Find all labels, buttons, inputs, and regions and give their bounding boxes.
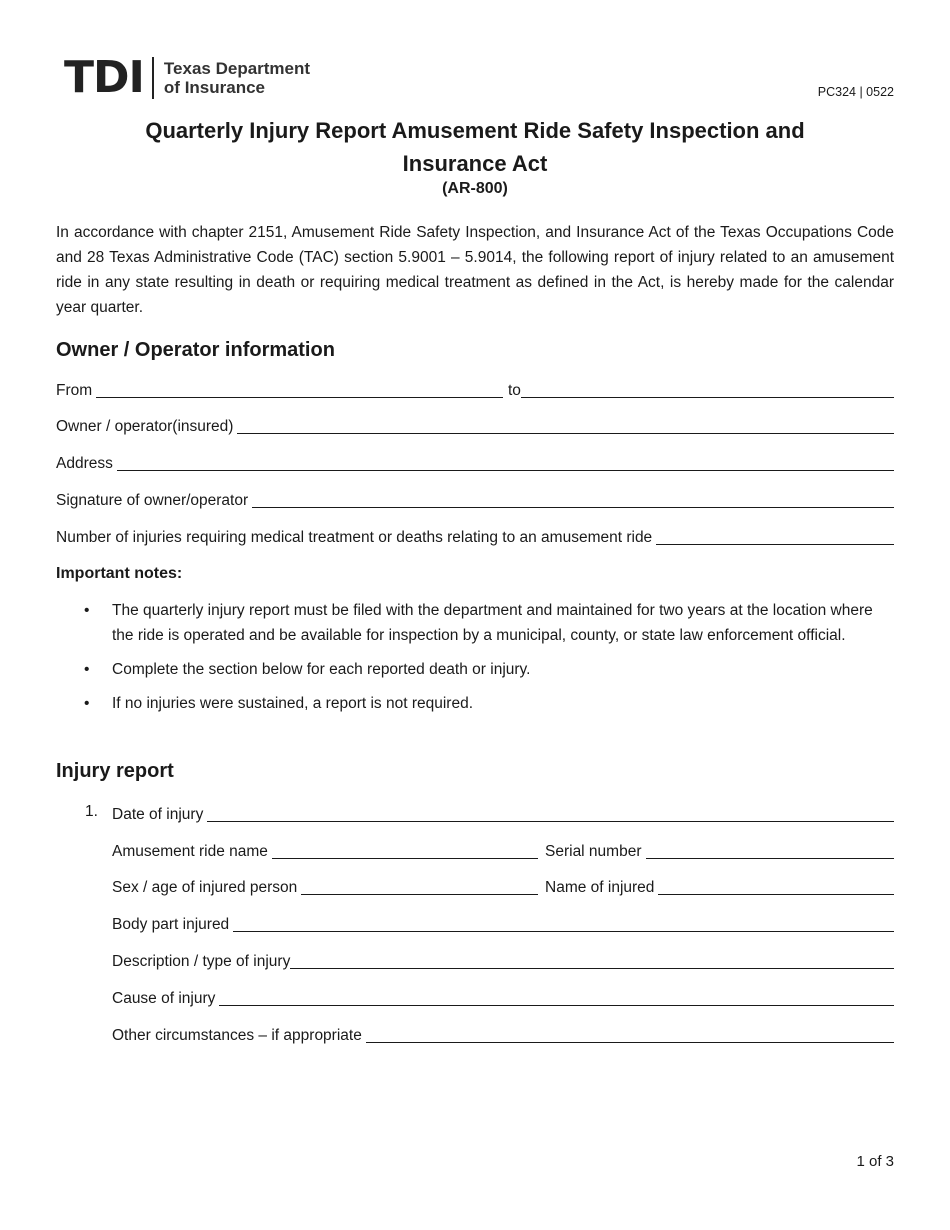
note-item (56, 657, 894, 682)
note-item (56, 598, 894, 648)
notes-list (56, 598, 894, 725)
other-circumstances-field (112, 1024, 894, 1046)
address-label: Address (56, 455, 113, 472)
to-input[interactable] (521, 382, 894, 398)
description-field (112, 950, 894, 972)
form-code: PC324 | 0522 (817, 85, 894, 99)
injury-count-field (56, 526, 894, 548)
serial-number-field (545, 840, 894, 862)
other-circumstances-label: Other circumstances – if appropriate (112, 1027, 362, 1044)
page-number: 1 of 3 (856, 1153, 894, 1170)
logo-text (164, 59, 310, 97)
logo-mark: TDI (64, 52, 144, 103)
logo-line-1: Texas Department (163, 59, 311, 78)
address-field (56, 452, 894, 474)
body-part-field (112, 913, 894, 935)
cause-label: Cause of injury (112, 990, 216, 1007)
to-field (508, 379, 894, 401)
injured-name-label: Name of injured (545, 879, 655, 896)
injury-count-input[interactable] (656, 529, 894, 545)
bullet-icon: • (84, 602, 90, 619)
notes-heading: Important notes: (56, 565, 183, 582)
address-input[interactable] (117, 455, 894, 471)
date-of-injury-input[interactable] (207, 806, 894, 822)
date-of-injury-label: Date of injury (112, 806, 204, 823)
intro-paragraph: In accordance with chapter 2151, Amusement Ride Safety Inspection, and Insurance Act of the Texas Occupations Code and 28 Texas Administrative Code (TAC) section 5.9001 – 5.9014, the following report of injury related to an amusement ride in any state resulting in death or requiring medical treatment as defined in the Act, is hereby made for the calendar year quarter. (56, 224, 894, 316)
owner-label: Owner / operator(insured) (56, 418, 234, 435)
logo-divider (152, 57, 154, 99)
form-number: (AR-800) (442, 180, 508, 197)
from-field (56, 379, 503, 401)
tdi-logo (64, 52, 311, 103)
note-text: If no injuries were sustained, a report is not required. (112, 695, 473, 712)
injury-count-label: Number of injuries requiring medical treatment or deaths relating to an amusement ride (56, 529, 653, 546)
signature-input[interactable] (252, 492, 894, 508)
body-part-label: Body part injured (112, 916, 230, 933)
ride-name-field (112, 840, 538, 862)
owner-field (56, 415, 894, 437)
sex-age-input[interactable] (301, 879, 538, 895)
other-circumstances-input[interactable] (366, 1027, 894, 1043)
logo-line-2: of Insurance (163, 78, 266, 97)
serial-number-label: Serial number (545, 843, 642, 860)
description-label: Description / type of injury (112, 953, 291, 970)
sex-age-field (112, 876, 538, 898)
from-label: From (56, 382, 93, 399)
injured-name-field (545, 876, 894, 898)
from-input[interactable] (96, 382, 503, 398)
note-text: The quarterly injury report must be filed with the department and maintained for two years at the location where the ride is operated and be available for inspection by a municipal, county, or state law enforcement official. (112, 602, 873, 644)
bullet-icon: • (84, 661, 90, 678)
sex-age-label: Sex / age of injured person (112, 879, 298, 896)
serial-number-input[interactable] (646, 843, 895, 859)
cause-input[interactable] (219, 990, 894, 1006)
note-text: Complete the section below for each reported death or injury. (112, 661, 531, 678)
owner-input[interactable] (237, 418, 894, 434)
to-label: to (508, 382, 521, 399)
note-item (56, 691, 894, 716)
injury-entry-number: 1. (85, 803, 98, 820)
page-title: Quarterly Injury Report Amusement Ride Safety Inspection and Insurance Act (145, 118, 805, 176)
cause-field (112, 987, 894, 1009)
body-part-input[interactable] (233, 916, 894, 932)
ride-name-label: Amusement ride name (112, 843, 268, 860)
injury-section-heading: Injury report (56, 760, 174, 782)
date-of-injury-field (112, 803, 894, 825)
bullet-icon: • (84, 695, 90, 712)
injured-name-input[interactable] (658, 879, 894, 895)
description-input[interactable] (290, 953, 894, 969)
owner-section-heading: Owner / Operator information (56, 339, 335, 361)
ride-name-input[interactable] (272, 843, 538, 859)
signature-label: Signature of owner/operator (56, 492, 249, 509)
signature-field (56, 489, 894, 511)
